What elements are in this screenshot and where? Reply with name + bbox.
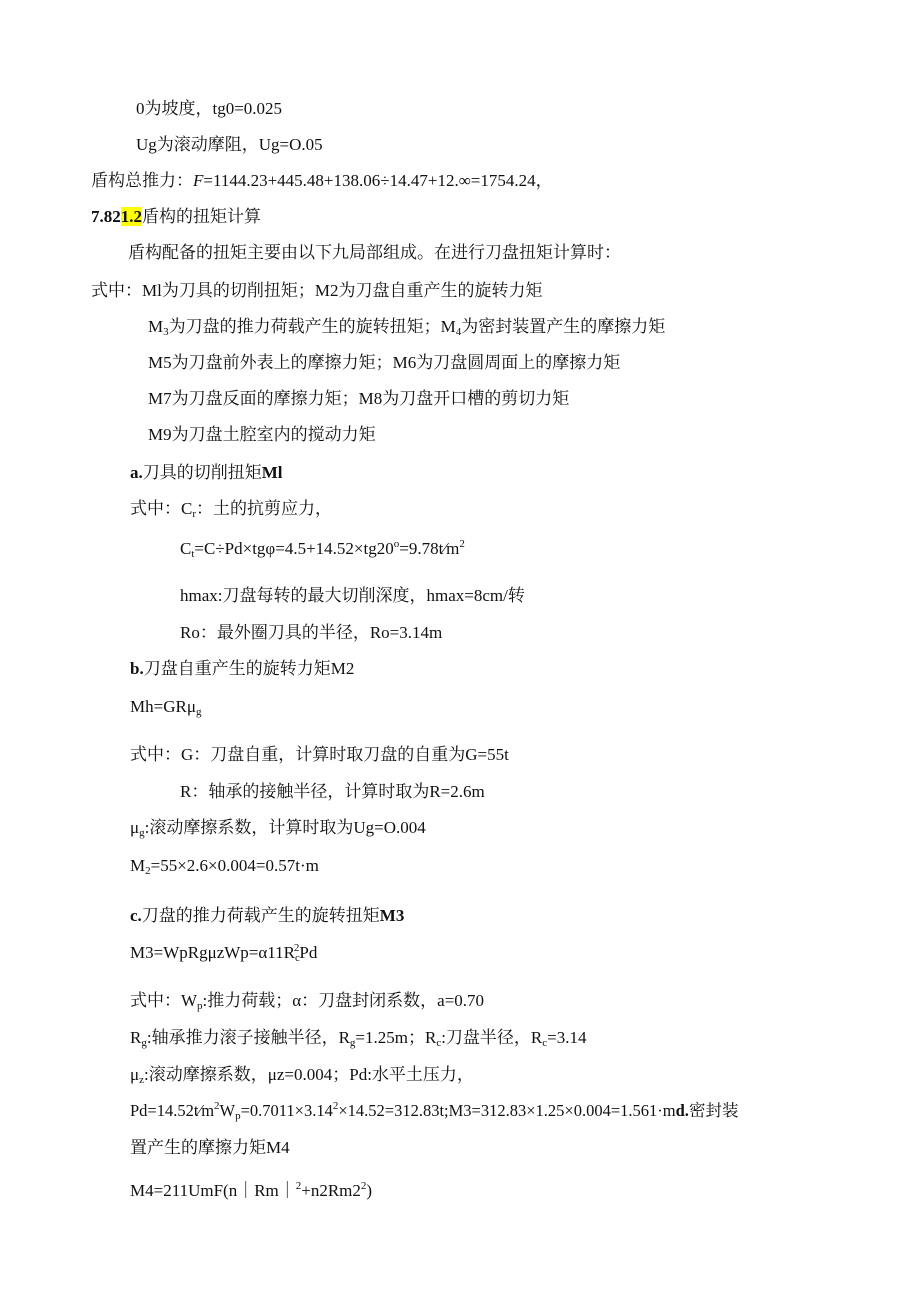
section-number: 7.82 xyxy=(91,207,121,226)
mu-g-subscript: g xyxy=(195,706,202,718)
where-r: R：轴承的接触半径，计算时取为R=2.6m xyxy=(180,782,485,801)
ct-formula: =C÷Pd×tgφ=4.5+14.52×tg20 xyxy=(194,539,394,558)
wp-subscript-2: p xyxy=(235,1110,241,1122)
hmax-definition: hmax:刀盘每转的最大切削深度，hmax=8cm/转 xyxy=(180,586,525,605)
m3-subscript: 3 xyxy=(163,326,169,338)
rc-superscript: 2 xyxy=(293,942,300,954)
total-thrust-formula: =1144.23+445.48+138.06÷14.47+12.∞=1754.24， xyxy=(203,171,553,190)
torque-intro: 盾构配备的扭矩主要由以下九局部组成。在进行刀盘扭矩计算时： xyxy=(128,243,621,262)
m4-formula-end: ) xyxy=(366,1181,373,1200)
m4-formula xyxy=(130,1180,372,1202)
cr-symbol: 式中：C xyxy=(130,499,193,518)
mu-subscript: g xyxy=(139,827,145,839)
rg-subscript: g xyxy=(141,1037,147,1049)
rg-subscript-2: g xyxy=(349,1037,356,1049)
mu-z-subscript: z xyxy=(139,1074,145,1086)
item-a-title: 刀具的切削扭矩 xyxy=(142,463,262,482)
where-m9: M9为刀盘土腔室内的搅动力矩 xyxy=(148,425,376,444)
ct-subscript: t xyxy=(191,548,195,560)
total-thrust-label: 盾构总推力： xyxy=(91,171,193,190)
rc-subscript-1: c xyxy=(436,1037,442,1049)
where-m3-m4 xyxy=(148,316,665,338)
rc-value: =3.14 xyxy=(547,1028,587,1047)
pd-value: Pd=14.52t⁄m xyxy=(130,1101,215,1120)
square-superscript: 2 xyxy=(332,1100,339,1112)
where-rg-rc xyxy=(130,1027,587,1049)
item-c-symbol: M3 xyxy=(379,906,405,925)
heading-c-thrust-torque xyxy=(130,905,404,927)
where-wp xyxy=(130,990,484,1012)
item-d-label: d. xyxy=(675,1101,689,1120)
pd-m3-calculation xyxy=(130,1100,738,1122)
wp-calculation: =0.7011×3.14 xyxy=(240,1101,333,1120)
total-thrust-line xyxy=(91,170,553,192)
section-number-highlight: 1.2 xyxy=(120,207,142,226)
m4-superscript-2: 2 xyxy=(360,1180,367,1192)
wp-description: :推力荷载；α：刀盘封闭系数，a=0.70 xyxy=(202,991,485,1010)
item-a-symbol: Ml xyxy=(261,463,283,482)
cr-subscript: r xyxy=(192,508,197,520)
where-m5-m6: M5为刀盘前外表上的摩擦力矩；M6为刀盘圆周面上的摩擦力矩 xyxy=(148,353,621,372)
m3-description: 为刀盘的推力荷载产生的旋转扭矩；M xyxy=(168,317,456,336)
unit-superscript: 2 xyxy=(459,538,465,550)
cr-description: ：土的抗剪应力， xyxy=(196,499,333,518)
mu-z-symbol: μ xyxy=(130,1065,140,1084)
force-symbol: F xyxy=(193,171,204,190)
where-g: 式中：G：刀盘自重，计算时取刀盘的自重为G=55t xyxy=(130,745,509,764)
shear-stress-formula xyxy=(180,538,465,560)
item-c-label: c. xyxy=(130,906,142,925)
item-b-title: 刀盘自重产生的旋转力矩M2 xyxy=(143,659,355,678)
rg-value: =1.25m；R xyxy=(355,1028,437,1047)
item-c-title: 刀盘的推力荷载产生的旋转扭矩 xyxy=(141,906,380,925)
m4-superscript-1: 2 xyxy=(295,1180,302,1192)
m2-symbol: M xyxy=(130,856,146,875)
m4-formula-middle: +n2Rm2 xyxy=(301,1181,361,1200)
heading-b-self-weight-torque xyxy=(130,658,354,680)
m3-calculation: ×14.52=312.83t;M3=312.83×1.25×0.004=1.561·m xyxy=(338,1101,676,1120)
mu-description: :滚动摩擦系数，计算时取为Ug=O.004 xyxy=(144,818,426,837)
mu-symbol: μ xyxy=(130,818,140,837)
section-title: 盾构的扭矩计算 xyxy=(142,207,261,226)
m2-subscript: 2 xyxy=(145,865,151,877)
m3-formula-text: M3=WpRgμzWp=α11R xyxy=(130,943,295,962)
mh-formula-text: Mh=GRμ xyxy=(130,697,196,716)
where-cr xyxy=(130,498,332,520)
where-mu-z xyxy=(130,1064,474,1086)
rolling-resistance-definition: Ug为滚动摩阻，Ug=O.05 xyxy=(136,135,323,154)
mh-formula xyxy=(130,696,201,718)
rg-symbol: R xyxy=(130,1028,142,1047)
wp-symbol: 式中：W xyxy=(130,991,198,1010)
rc-subscript: c xyxy=(295,952,300,964)
m4-formula-start: M4=211UmF(n｜Rm｜ xyxy=(130,1181,296,1200)
where-m7-m8: M7为刀盘反面的摩擦力矩；M8为刀盘开口槽的剪切力矩 xyxy=(148,389,570,408)
rg-description: :轴承推力滚子接触半径，R xyxy=(146,1028,350,1047)
mu-z-description: :滚动摩擦系数，μz=0.004；Pd:水平土压力， xyxy=(144,1065,474,1084)
m2-calculation: =55×2.6×0.004=0.57t·m xyxy=(150,856,319,875)
slope-definition: 0为坡度，tg0=0.025 xyxy=(136,99,283,118)
pd-unit-superscript: 2 xyxy=(214,1100,220,1112)
wp-subscript: p xyxy=(197,1000,203,1012)
rc-subscript-2: c xyxy=(542,1037,548,1049)
heading-a-cutting-torque xyxy=(130,462,283,484)
ro-definition: Ro：最外圈刀具的半径，Ro=3.14m xyxy=(180,623,443,642)
item-a-label: a. xyxy=(130,463,143,482)
m3-symbol: M xyxy=(148,317,164,336)
m4-description: 为密封装置产生的摩擦力矩 xyxy=(461,317,666,336)
item-d-title-continuation: 置产生的摩擦力矩M4 xyxy=(130,1138,290,1157)
ct-result: =9.78t⁄m xyxy=(399,539,460,558)
m4-subscript: 4 xyxy=(455,326,462,338)
item-b-label: b. xyxy=(130,659,144,678)
ct-symbol: C xyxy=(180,539,192,558)
item-d-title-start: 密封装 xyxy=(688,1101,739,1120)
section-heading-7-8-2-1-2 xyxy=(91,206,261,228)
degree-superscript: o xyxy=(393,538,400,550)
where-mu-g xyxy=(130,817,426,839)
m3-formula xyxy=(130,942,317,964)
where-m1-m2: 式中：Ml为刀具的切削扭矩；M2为刀盘自重产生的旋转力矩 xyxy=(91,281,543,300)
pd-symbol: Pd xyxy=(299,943,318,962)
wp-symbol-2: W xyxy=(219,1101,236,1120)
rc-description: :刀盘半径，R xyxy=(441,1028,543,1047)
m2-result xyxy=(130,855,319,877)
